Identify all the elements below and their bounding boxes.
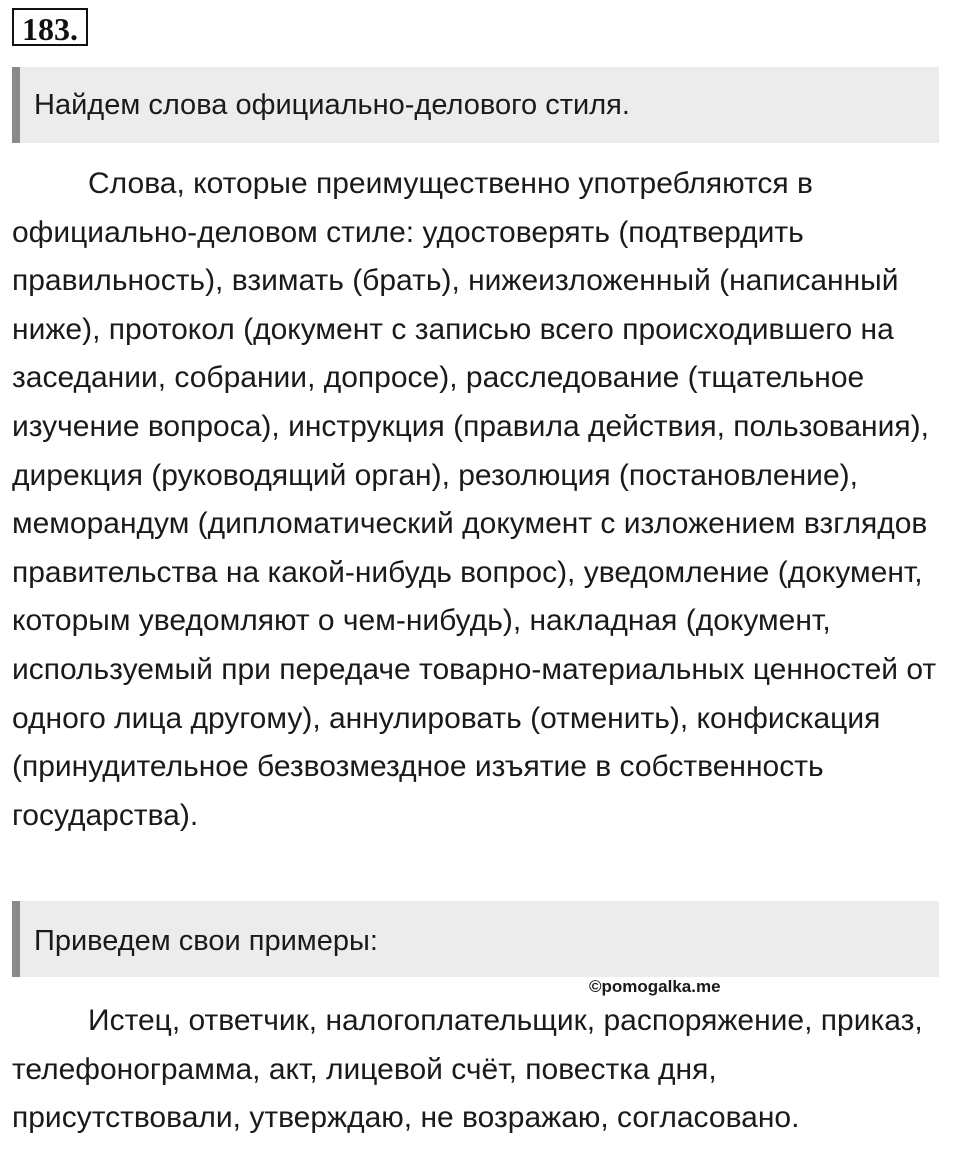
section-header-find-words: Найдем слова официально-делового стиля. (12, 67, 939, 143)
answer-paragraph-words: Слова, которые преимущественно употребляются в официально-деловом стиле: удостоверять (подтвердить правильность), взимать (брать), нижеизложенный (написанный ниже), протокол (документ с записью всего происходившего на заседании, собрании, допросе), расследование (тщательное изучение вопроса), инструкция (правила действия, пользования), дирекция (руководящий орган), резолюция (постановление), меморандум (дипломатический документ с изложением взглядов правительства на какой-нибудь вопрос), уведомление (документ, которым уведомляют о чем-нибудь), накладная (документ, используемый при передаче товарно-материальных ценностей от одного лица другому), аннулировать (отменить), конфискация (принудительное безвозмездное изъятие в собственность государства). (12, 167, 937, 832)
section-header-examples: Приведем свои примеры: (12, 901, 939, 977)
task-number: 183. (12, 8, 88, 46)
answer-paragraph-examples: Истец, ответчик, налогоплательщик, распоряжение, приказ, телефонограмма, акт, лицевой счёт, повестка дня, присутствовали, утверждаю, не возражаю, согласовано. (12, 1004, 923, 1135)
watermark: ©pomogalka.me (589, 977, 721, 996)
